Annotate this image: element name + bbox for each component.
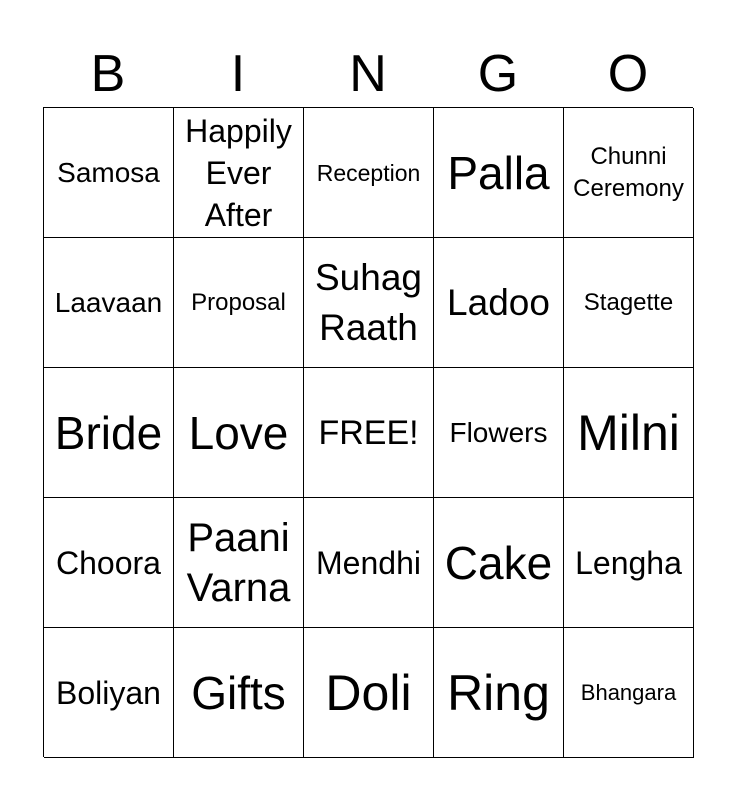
bingo-cell[interactable]: Milni [564, 368, 694, 498]
bingo-cell[interactable]: Suhag Raath [304, 238, 434, 368]
bingo-cell free-space[interactable]: FREE! [304, 368, 434, 498]
bingo-cell[interactable]: Cake [434, 498, 564, 628]
header-letter-i: I [230, 45, 246, 103]
bingo-cell[interactable]: Choora [44, 498, 174, 628]
bingo-cell[interactable]: Stagette [564, 238, 694, 368]
bingo-cell[interactable]: Lengha [564, 498, 694, 628]
bingo-cell[interactable]: Paani Varna [174, 498, 304, 628]
header-letter-b: B [90, 45, 126, 103]
bingo-cell[interactable]: Proposal [174, 238, 304, 368]
bingo-cell[interactable]: Ring [434, 628, 564, 758]
bingo-cell[interactable]: Palla [434, 108, 564, 238]
bingo-cell[interactable]: Happily Ever After [174, 108, 304, 238]
header-letter-g: G [477, 45, 519, 103]
bingo-cell[interactable]: Doli [304, 628, 434, 758]
bingo-cell[interactable]: Bhangara [564, 628, 694, 758]
bingo-header [43, 44, 693, 104]
bingo-cell[interactable]: Reception [304, 108, 434, 238]
bingo-cell[interactable]: Boliyan [44, 628, 174, 758]
bingo-grid [43, 107, 693, 757]
bingo-cell[interactable]: Ladoo [434, 238, 564, 368]
bingo-cell[interactable]: Bride [44, 368, 174, 498]
bingo-cell[interactable]: Laavaan [44, 238, 174, 368]
bingo-cell[interactable]: Love [174, 368, 304, 498]
bingo-cell[interactable]: Flowers [434, 368, 564, 498]
header-letter-n: N [349, 45, 387, 103]
header-letter-o: O [607, 45, 649, 103]
bingo-cell[interactable]: Samosa [44, 108, 174, 238]
bingo-cell[interactable]: Chunni Ceremony [564, 108, 694, 238]
bingo-cell[interactable]: Gifts [174, 628, 304, 758]
bingo-cell[interactable]: Mendhi [304, 498, 434, 628]
